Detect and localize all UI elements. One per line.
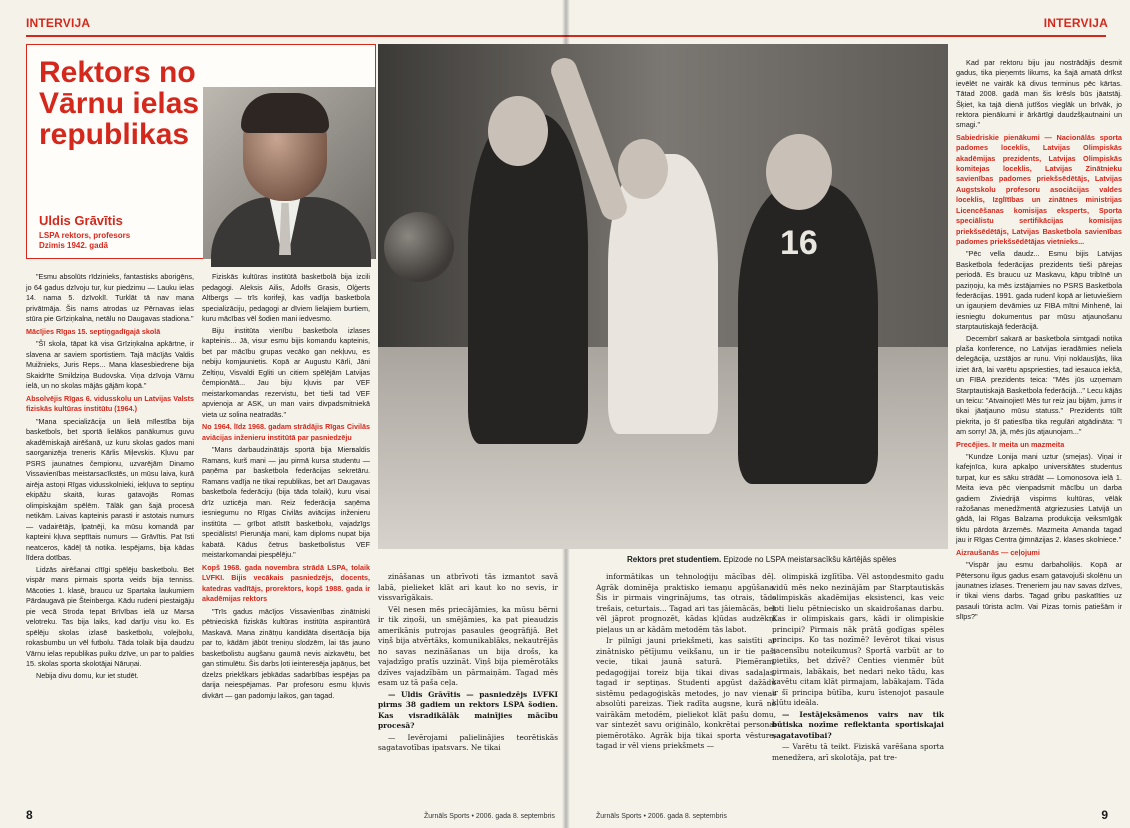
paragraph: "Vispār jau esmu darbaholiķis. Kopā ar Pētersonu ilgus gadus esam gatavojuši skolēnu un jaunatnes izlases. Treneriem jau nav savas dzīves, ir tikai viens darbs. Tagad gribu paskatīties uz pasauli tūrista acīm. Vai Pizas tornis patiešām ir slīps?" (956, 560, 1122, 622)
paragraph: — Ievērojami palielinājies teorētiskās sagatavotības ipatsvars. Ne tikai (378, 732, 558, 752)
subheading: Kopš 1968. gada novembra strādā LSPA, tolaik LVFKI. Bijis vecākais pasniedzējs, docents, katedras vadītājs, prorektors, kopš 1988. gada ir akadēmijas rektors (202, 562, 370, 603)
subheading: No 1964. līdz 1968. gadam strādājis Rīgas Civilās aviācijas inženieru institūtā par pasniedzēju (202, 422, 370, 442)
paragraph: — Varētu tā teikt. Fiziskā varēšana sporta menedžera, arī skolotāja, pat tre- (772, 742, 944, 762)
paragraph: Nebija divu domu, kur iet studēt. (36, 670, 139, 680)
subheading: Aizraušanās — ceļojumi (956, 547, 1040, 557)
article-column-3 (378, 572, 558, 792)
sidebar-column (956, 58, 1122, 818)
article-column-1 (26, 272, 194, 792)
page-number: 9 (1101, 808, 1108, 822)
byline-name: Uldis Grāvītis (39, 213, 123, 228)
paragraph: "Pēc vella daudz... Esmu bijis Latvijas Basketbola federācijas prezidents tieši pārejas periodā. Es braucu uz Maskavu, kāpu tribīnē un paziņoju, ka mēs izstājamies no PSRS Basketbola federācijas. 1991. gada rudenī kopā ar lietuviešiem un igauņiem devāmies uz FIBA mītni Minhenē, lai iesniegtu dokumentus par mūsu atjaunošanu starptautiskajā federācijā. (956, 249, 1122, 332)
subheading: Sabiedriskie pienākumi — Nacionālās sporta padomes loceklis, Latvijas Olimpiskās akadēmijas prezidents, Latvijas Olimpiskās komitejas loceklis, Latvijas Zinātnieku savienības padomes priekšsēdētājs, Latvijas Augstskolu profesoru asociācijas valdes loceklis, Izglītības un zinātnes ministrijas Licencēšanas komisijas eksperts, Sporta speciālistu sertifikācijas komisijas priekšsēdētājs, Latvijas Basketbola savienības padomes priekšsēdētājas vietnieks... (956, 132, 1122, 246)
paragraph: Lidzās airēšanai cītīgi spēlēju basketbolu. Bet vispār mans pirmais sporta veids bija tenniss. Mācoties 1. klasē, braucu uz Spartaka laukumiem Pārdaugavā pie Šteinberga. Kādu rudeni piestaigāju pie vecā Stroda tepat Brīvības ielā uz Marsa velotreku. Tas bija laiks, kad darīju visu ko. Es spēlēju skolas izlasē basketbolu, volejbolu, rokasbumbu un vēl futbolu. Tāda tolaik bija daudzu Vārnu ielas republikas puiku dzīve, un par to paldies 15. skolas sporta skolotājai Nāruņai. (26, 564, 194, 668)
paragraph: Vēl nesen mēs priecājāmies, ka mūsu bērni ir tik ziņoši, un smējāmies, ka pat pieaudzis amerikānis putrojas pasaules ģeogrāfijā. Bet viņš bija atvērtāks, komunikablāks, nekautrējās no savas nezināšanas un bija drošs, ka vajadzīgo pratīs uzzināt. Viņš bija piemērotāks dzīves vajadzībām un pārmaiņām. Tagad mēs esam uz tā paša ceļa. (378, 604, 558, 687)
section-tag: INTERVIJA (26, 16, 91, 30)
subheading: Absolvējis Rīgas 6. vidusskolu un Latvijas Valsts fiziskās kultūras institūtu (1964.) (26, 393, 194, 413)
paragraph: zināšanas un atbrīvoti tās izmantot savā labā, pielieket klāt ari kaut ko no sevis, ir vissvarīgākais. (378, 572, 558, 602)
paragraph: Kad par rektoru biju jau nostrādājis desmit gadus, tika pieņemts likums, ka šajā amatā drīkst ievēlēt ne vairāk kā divus terminus pēc kārtas. Tātad 2008. gadā man šis krēsls būs jāatstāj. Šķiet, ka tajā dienā jutīšos vieglāk un brīvāk, jo rektora pienākumi ir ārkārtīgi daudzšķautnaini un smagi." (956, 58, 1122, 130)
footer-right: Žurnāls Sports • 2006. gada 8. septembris (596, 813, 727, 820)
jersey-number: 16 (780, 224, 818, 262)
paragraph: "Šī skola, tāpat kā visa Grīziņkalna apkārtne, ir slavena ar saviem sportistiem. Tajā mācījās Valdis Muižnieks, Juris Reps... Mana klasesbiedrene bija Skaidrīte Smildziņa Budovska. Viņa dzīvoja Vārnu ielā, un no skolas mājās gājām kopā." (26, 339, 194, 390)
paragraph: "Mana specializācija un lielā mīlestība bija basketbols, bet sportā lielākos panākumus guvu akadēmiskajā airēšanā, uz kuru skolas gados mani saorganizēja treneris Kārlis Miļevskis. Kļuvu par PSRS jaunatnes čempionu, uzvarējām Dinamo Vissavienības meistarsacīkstēs, un mūsu laiva, kurā airēja astoņi Rīgas vidusskolnieki, iekļuva to septiņu ekipāžu skaitā, kuras gatavojās Romas olimpiskajām spēlēm. Tālāk gan šajā procesā netikām. Laivas kapteinis parasti ir astotais numurs — vadairētājs, lpatnēji, ka mūsu komandā par kapteini kļuva septītais numurs — Grāvītis. Pat īsti neatceros, kādēļ tā notika. Iespējams, bija kādas līdera dotības. (26, 416, 194, 562)
article-column-4 (596, 572, 776, 792)
photo-caption: Rektors pret studentiem. Epizode no LSPA meistarsacīkšu kārtējās spēles (627, 555, 897, 564)
paragraph: Decembrī sakarā ar basketbola simtgadi notika plaša konference, no Latvijas ieradāmies neliela delegācija, uzstājos ar runu. Viņi noklausījās, lika iziet ārā, lai varētu apspriesties, tad iesauca iekšā, un FIBA prezidents teica: "Mēs jūs uzņemam Starptautiskajā Basketbola federācijā..." Lecu kājās un teicu: "Atvainojiet! Mēs tur reiz jau bijām, jums ir tikai jāatjauno mūsu statuss." Prezidents tūlīt piekrita, jo šī patiesība tika regulāri atgādināta: "I am sorry! Jā, jā, mēs jūs atjaunojam..." (956, 333, 1122, 437)
paragraph: "Kundze Lonija mani uztur (smejas). Viņai ir kafejnīca, kura apkalpo universitātes studentus turpat, kur es sāku strādāt — Lomonosova ielā 1. Meita ieva pēc vienpadsmit mācību un darba gadiem Ziviedrijā vispirms kultūras, vēlāk ražošanas menedžmentā atgriezusies Latvijā un gādā, lai Rīgas Balzama produkcija veiksmīgāk tiktu pārdota ārzemēs. Mazmeita Amanda tagad jau ir Rīgas Centra ģimnāzijas 2. klases skolniece." (956, 452, 1122, 545)
section-tag: INTERVIJA (1043, 16, 1108, 30)
subheading: Precējies. Ir meita un mazmeita (956, 439, 1065, 449)
byline-role: LSPA rektors, profesors Dzimis 1942. gadā (39, 231, 131, 250)
page-number: 8 (26, 808, 33, 822)
article-column-5 (772, 572, 944, 792)
paragraph: Biju institūta vienību basketbola izlases kapteinis... Jā, visur esmu bijis komandu kapteinis, bet par mācību grupas vecāko gan nekļuvu, es nebiju komjaunietis. Kopā ar Augustu Kārli, Jāni Zeltiņu, Visvaldi Egliti un citiem spēlējām Latvijas čempionātā... Jau biju kļuvis par VEF meistarkomandas rezervistu, bet tieši tad VEF apvienoja ar ASK, un man vairs divpadsmitniekā vieta uz solina neatradās." (202, 325, 370, 419)
title-box (26, 44, 376, 259)
paragraph: olimpiskā izglītība. Vēl astoņdesmito gadu vidū mēs neko nezinājām par Starptautiskās olimpiskās akadēmijas eksistenci, kas veic ļoti lielu pētniecisko un skaidrošanas darbu. Kas ir olimpiskais gars, kādi ir olimpiskie principi? Pirmais nāk prātā godīgas spēles princips. Ko tas nozīmē? Ievērot tikai visus sacensību noteikumus? Sportā varbūt ar to pietiks, bet dzīvē? Centies vienmēr būt pirmais, labākais, bet nedari neko tādu, kas kavētu citam klāt pirmajam, labākajam. Tāda ir šī principa būtība, kuru īstenojot pasaule kļūtu ideāla. (772, 572, 944, 707)
interview-question: — Iestājeksāmenos vairs nav tik būtiska nozīme reflektanta sportiskajai sagatavotībai? (772, 709, 944, 740)
subheading: Mācījies Rīgas 15. septiņgadīgajā skolā (26, 326, 161, 336)
header-rule (26, 35, 566, 37)
portrait-photo (203, 87, 375, 259)
paragraph: "Mans darbaudzinātājs sportā bija Mierваldis Ramans, kurš mani — jau pirmā kursa studentu — paņēma par basketbola federācijas sekretāru. Ramans vadīja ne tikai republikas, bet arī Daugavas basketbola federāciju (bija tāda tolaik), kuru visai drīz uzticēja man. Reiz federācija saņēma iesniegumu no Rīgas Civilās aviācijas inženieru institūta — grībot atīstīt basketbolu, vajadzīgs speciālists! Pierunāja mani, kam diploms nupat bija kabatā. Kādus četrus basketbolistus VEF meistarkomandai piespēlēju." (202, 445, 370, 559)
paragraph: "Trīs gadus mācījos Vissavienības zinātniski pētnieciskā fiziskās kultūras institūta aspirantūrā Maskavā. Mana zinātņu kandidāta disertācija bija par to, kādām jābūt treniņu slodzēm, lai tās jauno basketbolistu augšanu gaumā nevis aizkavētu, bet gan stimulētu. Šis darbs ļoti ieinteresēja japāņus, bet dzelzs priekškars jebkādas sadarbības iespējas pa darija neiespējamas. Par profesoru esmu kļuvis divkārt — gan padomju laikos, gan tagad. (202, 606, 370, 700)
article-column-2 (202, 272, 370, 792)
paragraph: informātikas un tehnoloģiju mācības dēļ. Agrāk dominēja praktisko iemaņu apgūšana. Šis ir pirmais vingrinājums, tas otrais, tāds trešais, ceturtais... Tagad ari tas jāiemācās, bet vēl jāprot prognozēt, kādas kļūdas audzēkņi pieļaus un ar kādām metodēm tās labot. (596, 572, 776, 634)
header-rule (566, 35, 1106, 37)
footer-left: Žurnāls Sports • 2006. gada 8. septembris (424, 813, 555, 820)
paragraph: "Esmu absolūts rīdzinieks, fantastisks aborigēns, jo 64 gadus dzīvoju tur, kur piedzimu — Lauku ielas 14. nama 5. dzīvoklī. Turklāt tā nav mana privātmāja. Šis nams atrodas uz Pērnavas ielas stūra pie Grīziņkalna, netālu no Daugavas stadiona." (26, 272, 194, 323)
paragraph: Fiziskās kultūras institūtā basketbolā bija izcili pedagogi. Aleksis Ailis, Ādolfs Grasis, Olģerts Altbergs — trīs korifeji, kas vadīja basketbola specializāciju, pedagogi ar dīviem lielajiem burtiem, kuru mācības vēl šodien mani iedvesmo. (202, 272, 370, 323)
interview-question: — Uldis Grāvītis — pasniedzējs LVFKI pirms 38 gadiem un rektors LSPA šodien. Kas visradikālāk mainījies mācību procesā? (378, 689, 558, 730)
headline: Rektors no Vārnu ielas republikas (39, 56, 200, 151)
basketball-photo (378, 44, 948, 549)
paragraph: Ir pilnīgi jauni priekšmeti, kas saistīti ar zinātnisko pētījumu veikšanu, un ir tie paši vecie, tikai jaunā saturā. Piemēram, pedagoģijai toreiz bija tikai divas sadaļas, tagad ir septiņas. Studenti apgūst dažādu sistēmu pedagoģiskās metodes, jo nav vienas absolūti pareizas. Tiek radīta augsne, kurā no vairākām metodēm, pieliekot klāt pašu domu, var sintezēt savu oriģinālo, konkrētai personai piemērotāko. Agrāk bija tikai sporta vēsture, tagad ir vēl viens priekšmets — (596, 636, 776, 750)
basketball (384, 212, 454, 282)
